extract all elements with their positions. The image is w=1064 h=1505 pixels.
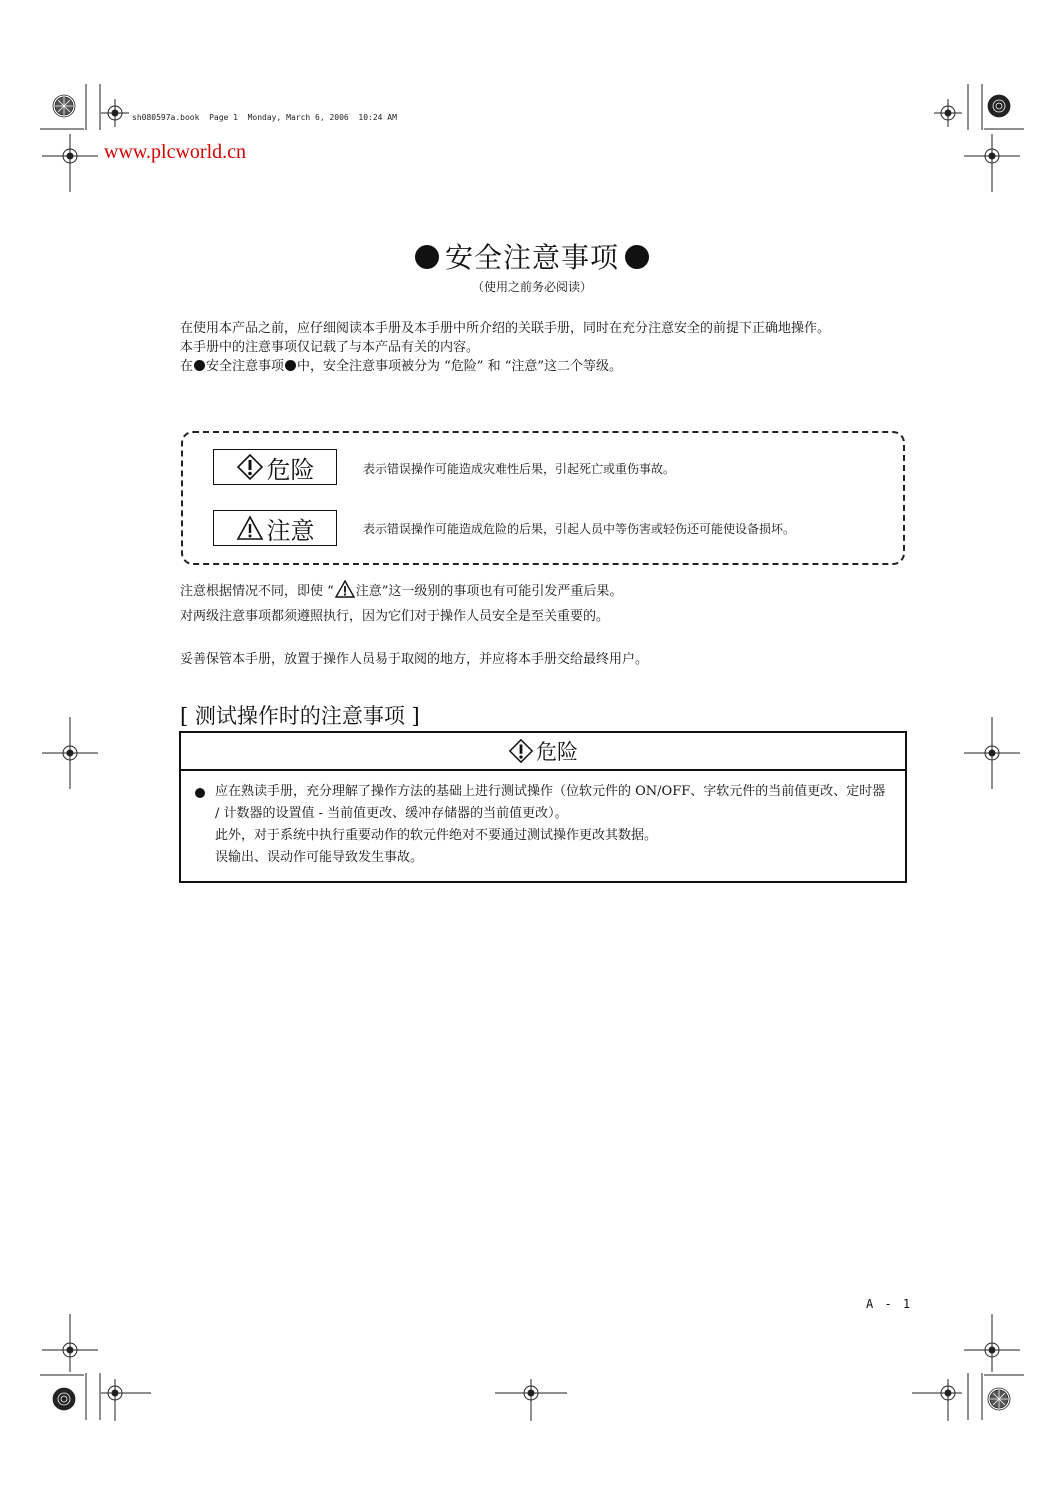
note-line: 对两级注意事项都须遵照执行，因为它们对于操作人员安全是至关重要的。: [180, 609, 610, 624]
page-title-text: 安全注意事项: [444, 241, 619, 274]
note-line: 妥善保管本手册，放置于操作人员易于取阅的地方，并应将本手册交给最终用户。: [180, 652, 649, 667]
signal-word-box: [181, 431, 905, 565]
page-number: A - 1: [866, 1297, 913, 1311]
page-subtitle: （使用之前务必阅读）: [471, 280, 592, 294]
notes-block: [180, 650, 908, 675]
test-danger-box: [179, 731, 907, 883]
danger-body: [181, 771, 905, 869]
book-info: sh080597a.book Page 1 Monday, March 6, 2006 10:24 AM: [132, 113, 397, 122]
danger-diamond-icon: [236, 453, 264, 481]
bullet-icon: [625, 245, 649, 269]
caution-description: 表示错误操作可能造成危险的后果，引起人员中等伤害或轻伤还可能使设备损坏。: [363, 522, 796, 536]
intro-line: 在 安全注意事项 中，安全注意事项被分为 “危险” 和 “注意”这二个等级。: [180, 359, 623, 374]
danger-line: 应在熟读手册，充分理解了操作方法的基础上进行测试操作（位软元件的 ON/OFF、字软元件的当前值更改、定时器 / 计数器的设置值 - 当前值更改、缓冲存储器的当前值更改）。: [215, 784, 886, 821]
caution-triangle-icon: [236, 515, 264, 541]
danger-label: 危险: [266, 455, 315, 484]
page-title: [0, 236, 1064, 276]
danger-header: [181, 733, 905, 771]
notes-block: [180, 580, 908, 632]
danger-line: 此外，对于系统中执行重要动作的软元件绝对不要通过测试操作更改其数据。: [215, 828, 658, 843]
danger-header-label: 危险: [536, 740, 578, 764]
danger-signal: [213, 449, 337, 485]
section-title: [ 测试操作时的注意事项 ]: [180, 704, 420, 728]
danger-description: 表示错误操作可能造成灾难性后果，引起死亡或重伤事故。: [363, 462, 676, 476]
danger-line: 误输出、误动作可能导致发生事故。: [215, 850, 424, 865]
bullet-icon: [194, 360, 205, 371]
bullet-icon: [415, 245, 439, 269]
bullet-icon: [195, 788, 205, 798]
bullet-icon: [285, 360, 296, 371]
caution-triangle-icon: [335, 580, 355, 598]
danger-diamond-icon: [508, 738, 534, 764]
intro-line: 在使用本产品之前，应仔细阅读本手册及本手册中所介绍的关联手册，同时在充分注意安全的前提下正确地操作。: [180, 321, 831, 336]
caution-label: 注意: [266, 516, 315, 545]
intro-line: 本手册中的注意事项仅记载了与本产品有关的内容。: [180, 340, 480, 355]
site-url-link[interactable]: www.plcworld.cn: [104, 141, 247, 163]
intro-text: [180, 319, 908, 376]
caution-signal: [213, 510, 337, 546]
note-line: 注意根据情况不同，即使 “ 注意”这一级别的事项也有可能引发严重后果。: [180, 580, 908, 601]
